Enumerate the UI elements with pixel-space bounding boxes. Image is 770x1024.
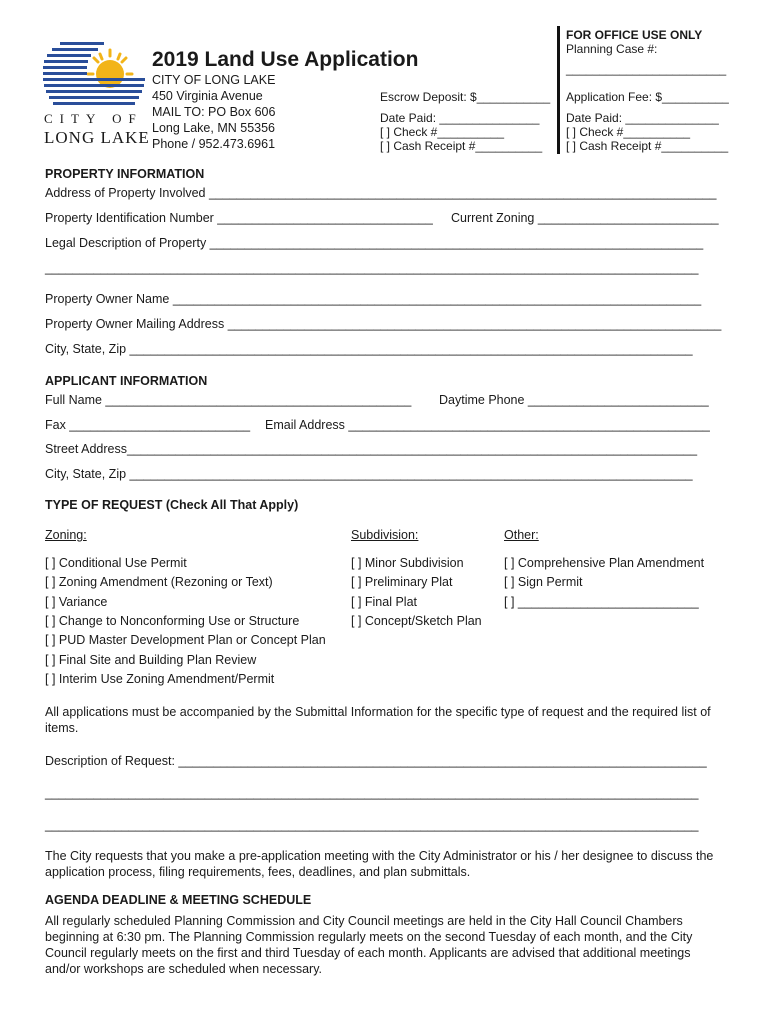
description-line-3[interactable]: ______________________________________________________________________________________________: [45, 818, 699, 832]
office-date-paid-field[interactable]: Date Paid: ______________: [566, 111, 719, 125]
type-of-request-heading: TYPE OF REQUEST (Check All That Apply): [45, 498, 299, 512]
street-address-field[interactable]: Street Address__________________________________________________________________________________: [45, 442, 698, 456]
checkbox-sign-permit[interactable]: [ ] Sign Permit: [504, 575, 583, 589]
checkbox-nonconforming-use[interactable]: [ ] Change to Nonconforming Use or Structure: [45, 614, 300, 628]
submittal-note: All applications must be accompanied by the Submittal Information for the specific type of request and the required list of items.: [45, 705, 711, 735]
checkbox-final-site-building[interactable]: [ ] Final Site and Building Plan Review: [45, 653, 257, 667]
office-cash-field[interactable]: [ ] Cash Receipt #__________: [566, 139, 729, 153]
description-of-request-field[interactable]: Description of Request: ____________________________________________________________________________: [45, 754, 707, 768]
office-check-field[interactable]: [ ] Check #__________: [566, 125, 691, 139]
checkbox-concept-sketch-plan[interactable]: [ ] Concept/Sketch Plan: [351, 614, 482, 628]
phone-line: Phone / 952.473.6961: [152, 137, 276, 151]
planning-case-field[interactable]: ________________________: [566, 62, 727, 76]
fax-field[interactable]: Fax __________________________: [45, 418, 251, 432]
checkbox-preliminary-plat[interactable]: [ ] Preliminary Plat: [351, 575, 453, 589]
description-line-2[interactable]: ______________________________________________________________________________________________: [45, 786, 699, 800]
city-name: CITY OF LONG LAKE: [152, 73, 276, 87]
checkbox-minor-subdivision[interactable]: [ ] Minor Subdivision: [351, 556, 464, 570]
applicant-info-heading: APPLICANT INFORMATION: [45, 374, 208, 388]
daytime-phone-field[interactable]: Daytime Phone __________________________: [439, 393, 709, 407]
checkbox-variance[interactable]: [ ] Variance: [45, 595, 108, 609]
checkbox-comprehensive-plan[interactable]: [ ] Comprehensive Plan Amendment: [504, 556, 705, 570]
property-pin-field[interactable]: Property Identification Number _______________________________: [45, 211, 433, 225]
address-line-1: 450 Virginia Avenue: [152, 89, 263, 103]
checkbox-other-blank[interactable]: [ ] __________________________: [504, 595, 699, 609]
escrow-cash-field[interactable]: [ ] Cash Receipt #__________: [380, 139, 543, 153]
legal-description-continued[interactable]: ______________________________________________________________________________________________: [45, 261, 699, 275]
checkbox-zoning-amendment[interactable]: [ ] Zoning Amendment (Rezoning or Text): [45, 575, 273, 589]
pre-application-note: The City requests that you make a pre-application meeting with the City Administrator or his / her designee to discuss the application process, filing requirements, fees, deadlines, and plan submittals.: [45, 849, 714, 879]
other-column-label: Other:: [504, 528, 539, 542]
checkbox-final-plat[interactable]: [ ] Final Plat: [351, 595, 417, 609]
zoning-column-label: Zoning:: [45, 528, 87, 542]
email-field[interactable]: Email Address ____________________________________________________: [265, 418, 710, 432]
checkbox-pud-master-plan[interactable]: [ ] PUD Master Development Plan or Concept Plan: [45, 633, 326, 647]
owner-mailing-address-field[interactable]: Property Owner Mailing Address _______________________________________________________________________: [45, 317, 722, 331]
current-zoning-field[interactable]: Current Zoning __________________________: [451, 211, 719, 225]
applicant-city-state-zip-field[interactable]: City, State, Zip _________________________________________________________________________________: [45, 467, 693, 481]
owner-city-state-zip-field[interactable]: City, State, Zip _________________________________________________________________________________: [45, 342, 693, 356]
property-address-field[interactable]: Address of Property Involved _________________________________________________________________________: [45, 186, 717, 200]
escrow-date-paid-field[interactable]: Date Paid: _______________: [380, 111, 540, 125]
address-line-3: Long Lake, MN 55356: [152, 121, 276, 135]
planning-case-label: Planning Case #:: [566, 42, 658, 56]
escrow-deposit-field[interactable]: Escrow Deposit: $___________: [380, 90, 551, 104]
logo-text-long-lake: LONG LAKE: [44, 128, 150, 147]
legal-description-field[interactable]: Legal Description of Property _______________________________________________________________________: [45, 236, 704, 250]
escrow-check-field[interactable]: [ ] Check #__________: [380, 125, 505, 139]
address-line-2: MAIL TO: PO Box 606: [152, 105, 276, 119]
subdivision-column-label: Subdivision:: [351, 528, 419, 542]
property-info-heading: PROPERTY INFORMATION: [45, 167, 205, 181]
office-divider: [557, 26, 560, 154]
agenda-text: All regularly scheduled Planning Commission and City Council meetings are held in the City Hall Council Chambers beginning at 6:30 pm. The Planning Commission regularly meets on the second Tuesday of each month, and the City Council regularly meets on the first and third Tuesday of each month. Applicants are advised that additional meetings and/or workshops are scheduled when necessary.: [45, 914, 693, 976]
property-owner-name-field[interactable]: Property Owner Name ____________________________________________________________________________: [45, 292, 702, 306]
applicant-full-name-field[interactable]: Full Name ____________________________________________: [45, 393, 412, 407]
logo-text-city-of: CITY OF: [44, 111, 143, 126]
checkbox-conditional-use-permit[interactable]: [ ] Conditional Use Permit: [45, 556, 187, 570]
page-title: 2019 Land Use Application: [152, 48, 419, 71]
checkbox-interim-use[interactable]: [ ] Interim Use Zoning Amendment/Permit: [45, 672, 275, 686]
application-fee-field[interactable]: Application Fee: $__________: [566, 90, 729, 104]
agenda-heading: AGENDA DEADLINE & MEETING SCHEDULE: [45, 893, 312, 907]
office-use-title: FOR OFFICE USE ONLY: [566, 28, 703, 42]
